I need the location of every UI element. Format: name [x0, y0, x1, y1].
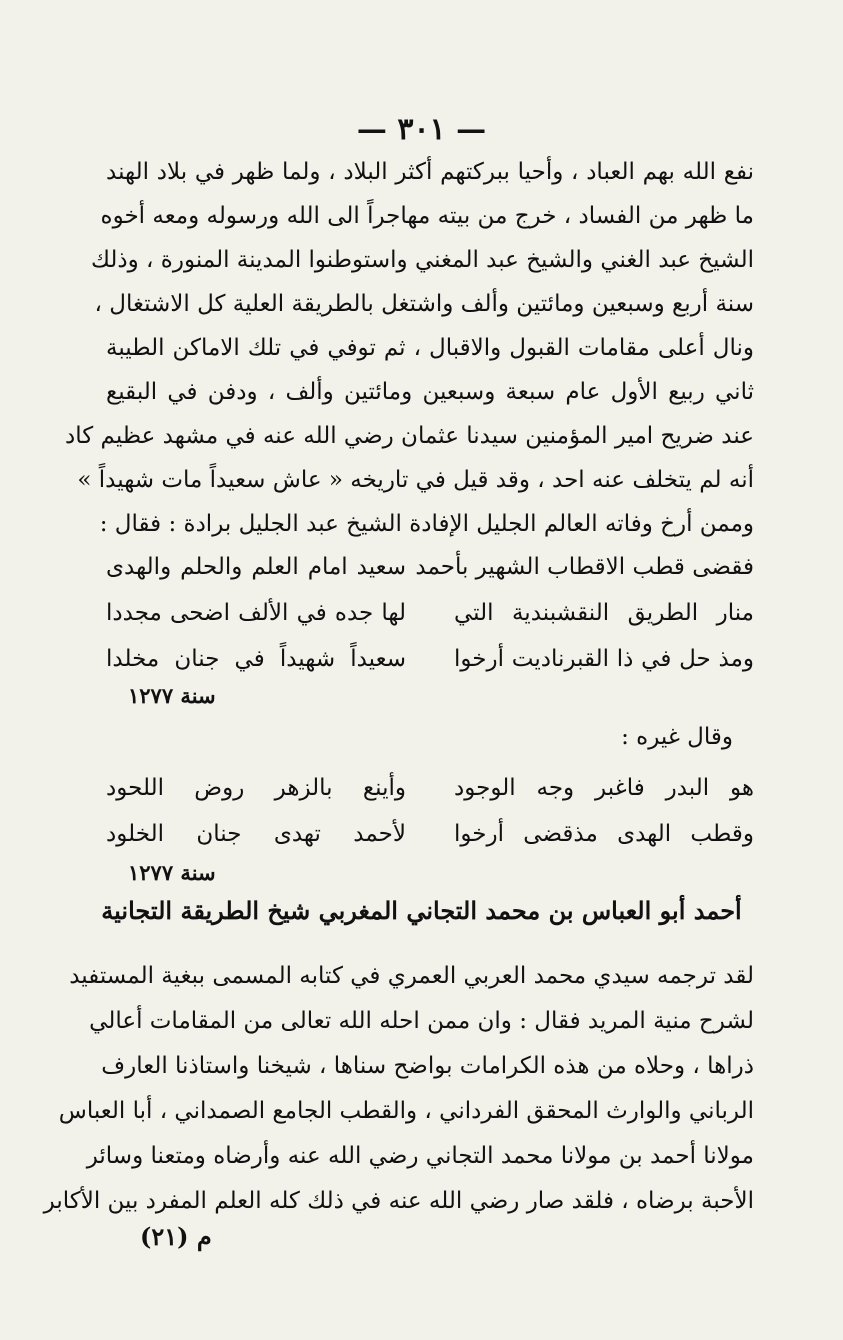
verse-second-hemistich: سعيداً شهيداً في جنان مخلدا [106, 646, 406, 672]
paragraph-2 [43, 954, 754, 1224]
page-number: — ٣٠١ — [356, 112, 487, 147]
verse-first-hemistich: ومذ حل في ذا القبرناديت أرخوا [454, 646, 754, 672]
text-line: مولانا أحمد بن مولانا محمد التجاني رضي الله عنه وأرضاه ومتعنا وسائر [86, 1143, 754, 1169]
verse-first-hemistich: منار الطريق النقشبندية التي [454, 600, 754, 626]
text-line: لقد ترجمه سيدي محمد العربي العمري في كتابه المسمى ببغية المستفيد [69, 963, 754, 989]
text-line: ذراها ، وحلاه من هذه الكرامات بواضح سناها ، شيخنا واستاذنا العارف [101, 1053, 754, 1079]
text-line: الأحبة برضاه ، فلقد صار رضي الله عنه في ذلك كله العلم المفرد بين الأكابر [43, 1188, 754, 1214]
verse-second-hemistich: وأينع بالزهر روض اللحود [106, 775, 406, 801]
poem-verse [106, 590, 754, 636]
verse-second-hemistich: لأحمد تهدى جنان الخلود [106, 821, 406, 847]
poem-2 [106, 765, 754, 857]
poem-1 [106, 544, 754, 682]
text-line: لشرح منية المريد فقال : وان ممن احله الله تعالى من المقامات أعالي [89, 1008, 754, 1034]
poem-intro: وقال غيره : [621, 724, 733, 750]
verse-second-hemistich: سعيد امام العلم والحلم والهدى [106, 554, 406, 580]
verse-second-hemistich: لها جده في الألف اضحى مجددا [106, 600, 406, 626]
poem-verse [106, 544, 754, 590]
poem-date: سنة ١٢٧٧ [128, 683, 216, 708]
text-line: ما ظهر من الفساد ، خرج من بيته مهاجراً الى الله ورسوله ومعه أخوه [100, 203, 754, 229]
text-line: ثاني ربيع الأول عام سبعة وسبعين ومائتين وألف ، ودفن في البقيع [106, 379, 754, 405]
poem-date: سنة ١٢٧٧ [128, 860, 216, 885]
poem-verse [106, 765, 754, 811]
text-line: ونال أعلى مقامات القبول والاقبال ، ثم توفي في تلك الاماكن الطيبة [106, 335, 754, 361]
text-line: أنه لم يتخلف عنه احد ، وقد قيل في تاريخه « عاش سعيداً مات شهيداً » [77, 467, 754, 493]
verse-first-hemistich: وقطب الهدى مذقضى أرخوا [454, 821, 754, 847]
verse-first-hemistich: فقضى قطب الاقطاب الشهير بأحمد [415, 554, 754, 580]
signature-mark: م (٢١) [140, 1222, 212, 1251]
paragraph-1 [65, 150, 754, 546]
text-line: وممن أرخ وفاته العالم الجليل الإفادة الشيخ عبد الجليل برادة : فقال : [99, 511, 754, 537]
verse-first-hemistich: هو البدر فاغبر وجه الوجود [454, 775, 754, 801]
poem-verse [106, 811, 754, 857]
text-line: نفع الله بهم العباد ، وأحيا ببركتهم أكثر البلاد ، ولما ظهر في بلاد الهند [106, 159, 754, 185]
section-heading: أحمد أبو العباس بن محمد التجاني المغربي شيخ الطريقة التجانية [101, 896, 742, 925]
text-line: سنة أربع وسبعين ومائتين وألف واشتغل بالطريقة العلية كل الاشتغال ، [94, 291, 754, 317]
text-line: الرباني والوارث المحقق الفرداني ، والقطب الجامع الصمداني ، أبا العباس [58, 1098, 754, 1124]
text-line: الشيخ عبد الغني والشيخ عبد المغني واستوطنوا المدينة المنورة ، وذلك [91, 247, 754, 273]
text-line: عند ضريح امير المؤمنين سيدنا عثمان رضي الله عنه في مشهد عظيم كاد [65, 423, 754, 449]
poem-verse [106, 636, 754, 682]
